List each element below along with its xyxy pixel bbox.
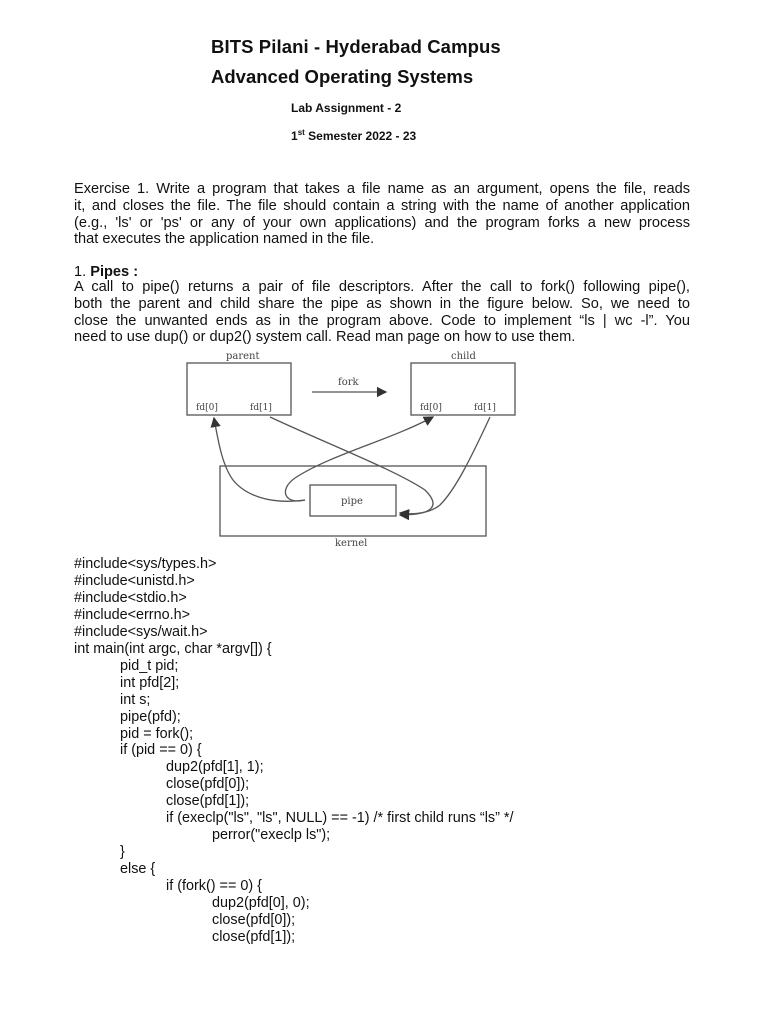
child-fd0-label: fd[0] [420,403,442,413]
code-line: #include<unistd.h> [74,572,195,589]
kernel-label: kernel [335,538,368,549]
code-line: #include<stdio.h> [74,589,187,606]
code-line: close(pfd[1]); [212,928,296,945]
code-line: dup2(pfd[0], 0); [212,895,310,912]
child-fd0-arrow [285,417,433,501]
code-block [74,556,514,946]
code-line: if (execlp("ls", "ls", NULL) == -1) /* first child runs “ls” */ [166,810,514,827]
course-title: Advanced Operating Systems [211,66,474,87]
pipes-line: need to use dup() or dup2() system call. Read man page on how to use them. [74,329,576,346]
semester-suffix: st [297,128,305,137]
pipes-line: close the unwanted ends as in the program above. Code to implement “ls | wc -l”. You [74,312,690,329]
pipes-line: A call to pipe() returns a pair of file descriptors. After the call to fork() following pipe(), [74,279,690,295]
code-line: pid_t pid; [120,657,179,674]
pipes-line: both the parent and child share the pipe as shown in the figure below. So, we need to [74,295,690,312]
assignment-title: Lab Assignment - 2 [291,101,402,115]
code-line: pipe(pfd); [120,708,181,725]
code-line: if (pid == 0) { [120,742,202,759]
code-line: int main(int argc, char *argv[]) { [74,640,272,657]
pipes-title: Pipes : [90,264,139,280]
semester-ordinal: 1 [291,129,298,143]
code-line: close(pfd[0]); [212,912,296,929]
code-line: dup2(pfd[1], 1); [166,759,264,776]
child-label: child [451,351,476,362]
parent-fd0-label: fd[0] [196,403,218,413]
parent-fd0-arrow [214,418,305,501]
code-line: if (fork() == 0) { [166,878,262,895]
code-line: } [120,844,125,861]
code-line: #include<errno.h> [74,606,191,623]
parent-label: parent [226,351,260,362]
code-line: perror("execlp ls"); [212,827,331,844]
code-line: close(pfd[0]); [166,776,250,793]
code-line: else { [120,861,156,878]
pipe-label: pipe [341,496,363,507]
fork-label: fork [338,377,359,388]
semester-text: Semester 2022 - 23 [304,129,417,143]
code-line: int s; [120,691,151,708]
code-line: pid = fork(); [120,725,194,742]
code-line: #include<sys/types.h> [74,556,217,572]
exercise-line: it, and closes the file. The file should contain a string with the name of another application [74,197,690,214]
pipes-number: 1. [74,264,91,280]
code-line: #include<sys/wait.h> [74,623,208,640]
exercise-line: that executes the application named in the file. [74,231,375,248]
exercise-line: (e.g., 'ls' or 'ps' or any of your own applications) and the program forks a new process [74,214,690,231]
code-line: int pfd[2]; [120,674,180,691]
exercise-line: Exercise 1. Write a program that takes a file name as an argument, opens the file, reads [74,181,690,197]
code-line: close(pfd[1]); [166,793,250,810]
institution-title: BITS Pilani - Hyderabad Campus [211,36,501,57]
parent-fd1-label: fd[1] [250,403,272,413]
child-fd1-label: fd[1] [474,403,496,413]
